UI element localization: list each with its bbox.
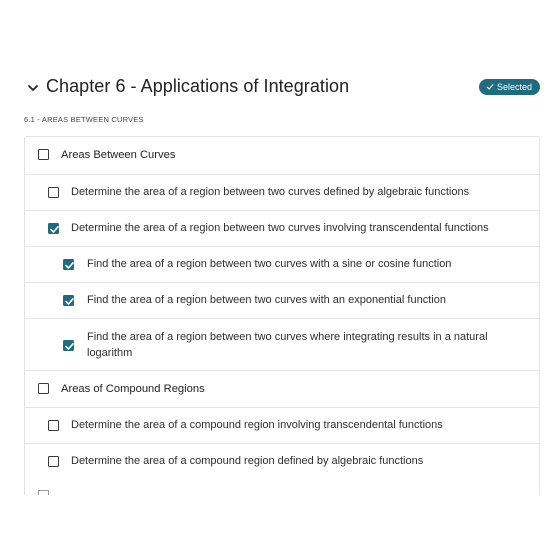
objective-label: Determine the area of a compound region defined by algebraic functions xyxy=(71,455,424,467)
checkbox[interactable] xyxy=(48,187,59,198)
check-icon xyxy=(64,260,75,271)
checkbox[interactable] xyxy=(38,149,49,160)
checkbox-checked[interactable] xyxy=(63,340,74,351)
objective-label: Determine the area of a compound region involving transcendental functions xyxy=(71,419,443,431)
objective-label: Find the area of a region between two curves with an exponential function xyxy=(87,294,446,306)
check-icon xyxy=(64,296,75,307)
section-label: 6.1 - AREAS BETWEEN CURVES xyxy=(24,115,144,124)
group-row-areas-of-compound-regions[interactable] xyxy=(25,370,539,408)
checkbox[interactable] xyxy=(48,420,59,431)
objective-row[interactable] xyxy=(25,443,539,480)
checkbox-partial[interactable] xyxy=(38,490,49,495)
checkbox[interactable] xyxy=(38,383,49,394)
objective-label: Find the area of a region between two curves where integrating results in a natural logarithm xyxy=(87,331,488,359)
checkbox[interactable] xyxy=(48,456,59,467)
checkbox-checked[interactable] xyxy=(48,223,59,234)
objective-row[interactable] xyxy=(25,407,539,444)
objective-row[interactable] xyxy=(25,174,539,211)
checkbox-checked[interactable] xyxy=(63,259,74,270)
check-icon xyxy=(49,224,60,235)
badge-label: Selected xyxy=(496,82,532,92)
group-label: Areas of Compound Regions xyxy=(61,383,205,395)
objective-row[interactable] xyxy=(25,282,539,319)
chapter-title: Chapter 6 - Applications of Integration xyxy=(46,76,350,96)
objective-row[interactable] xyxy=(25,246,539,283)
check-icon xyxy=(486,83,494,91)
checkbox-checked[interactable] xyxy=(63,295,74,306)
objective-label: Determine the area of a region between two curves defined by algebraic functions xyxy=(71,186,470,198)
objective-row[interactable] xyxy=(25,210,539,247)
chapter-header xyxy=(24,74,540,104)
objective-label: Find the area of a region between two curves with a sine or cosine function xyxy=(87,258,452,270)
check-icon xyxy=(64,341,75,352)
group-label: Areas Between Curves xyxy=(61,149,176,161)
objectives-panel xyxy=(24,136,540,495)
group-row-areas-between-curves[interactable] xyxy=(25,147,539,165)
chevron-down-icon[interactable] xyxy=(26,81,40,95)
objective-row[interactable] xyxy=(25,318,539,371)
selected-badge xyxy=(479,79,540,95)
objective-label: Determine the area of a region between two curves involving transcendental functions xyxy=(71,222,489,234)
